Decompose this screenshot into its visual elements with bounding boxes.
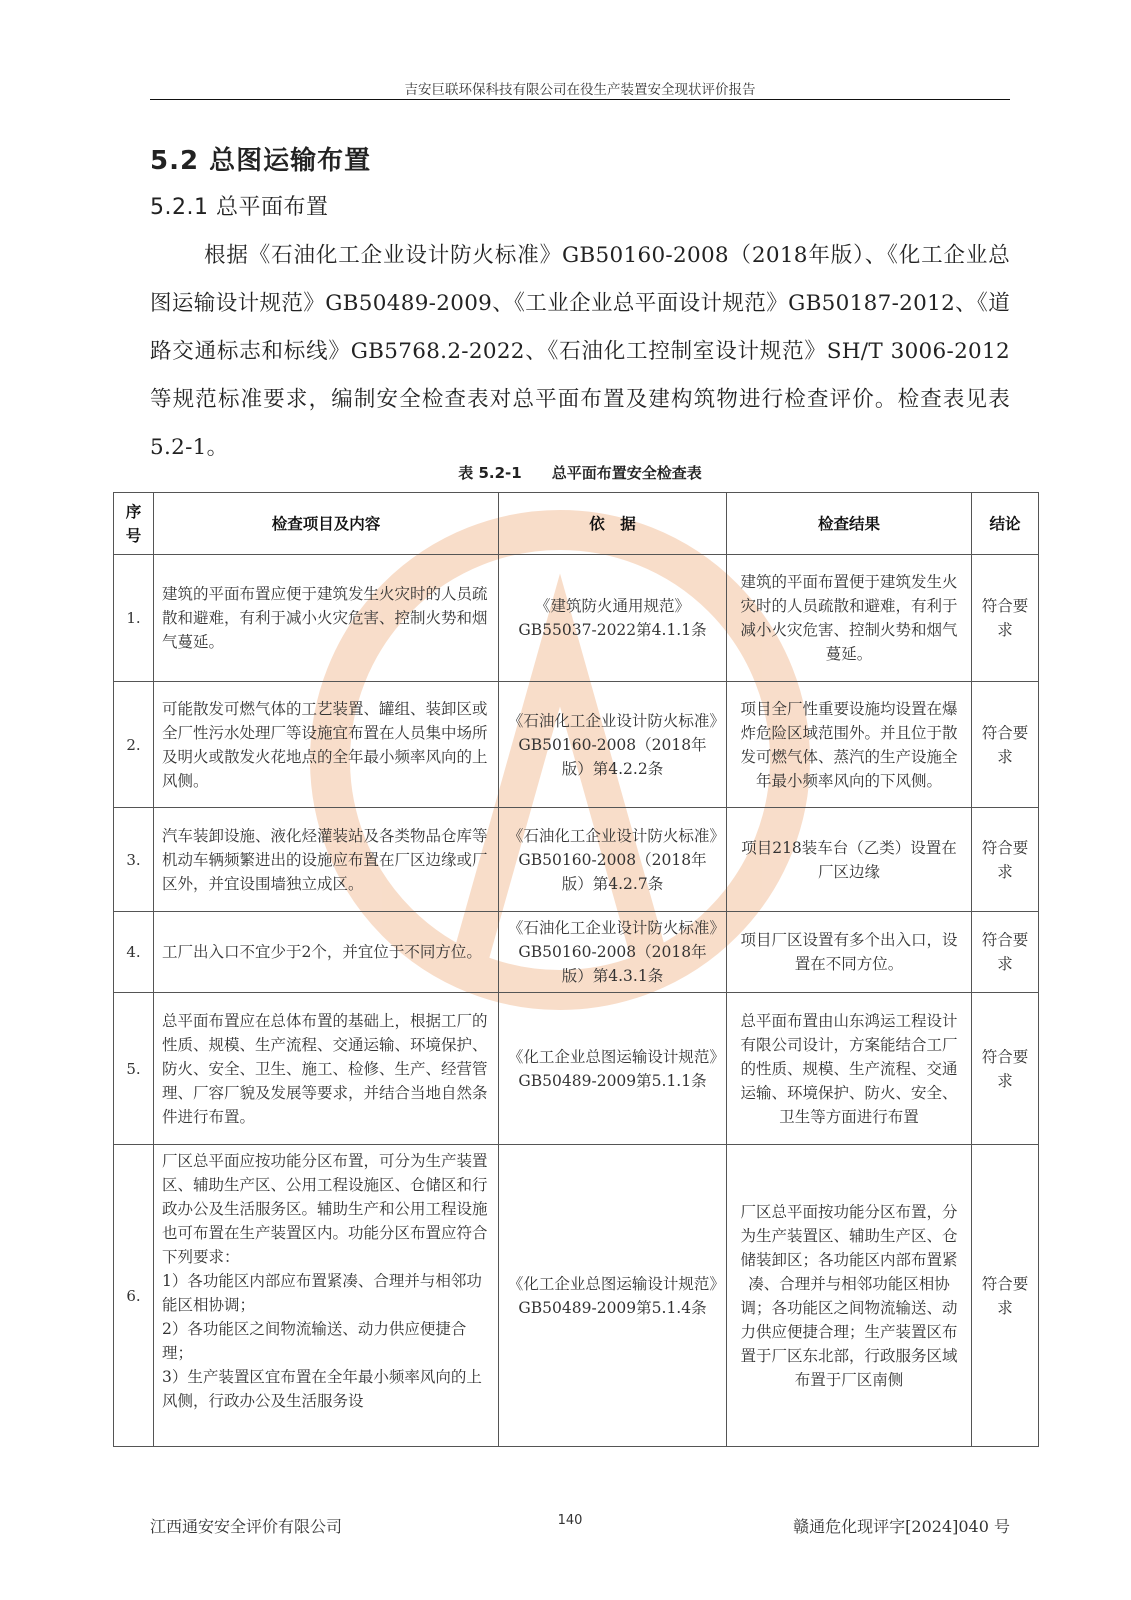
col-header-basis: 依 据: [499, 493, 727, 555]
table-row: [114, 1145, 1039, 1447]
row-index: 5.: [114, 993, 154, 1145]
subsection-heading: 5.2.1 总平面布置: [150, 195, 329, 220]
row-result: 项目厂区设置有多个出入口，设置在不同方位。: [727, 912, 972, 993]
page-number: 140: [557, 1513, 583, 1528]
running-header: 吉安巨联环保科技有限公司在役生产装置安全现状评价报告: [404, 82, 756, 98]
section-heading: 5.2 总图运输布置: [150, 146, 372, 176]
intro-paragraph: 根据《石油化工企业设计防火标准》GB50160-2008（2018年版）、《化工企业总图运输设计规范》GB50489-2009、《工业企业总平面设计规范》GB50187-2012、《道路交通标志和标线》GB5768.2-2022、《石油化工控制室设计规范》SH/T 3006-2012等规范标准要求，编制安全检查表对总平面布置及建构筑物进行检查评价。检查表见表5.2-1。: [150, 243, 1010, 460]
row-conclusion: 符合要求: [972, 912, 1039, 993]
row-conclusion: 符合要求: [972, 993, 1039, 1145]
row-index: 1.: [114, 555, 154, 682]
row-conclusion: 符合要求: [972, 808, 1039, 912]
row-result: 总平面布置由山东鸿运工程设计有限公司设计，方案能结合工厂的性质、规模、生产流程、交通运输、环境保护、防火、安全、卫生等方面进行布置: [727, 993, 972, 1145]
table-row: [114, 808, 1039, 912]
row-conclusion: 符合要求: [972, 682, 1039, 808]
table-row: [114, 555, 1039, 682]
row-content: 建筑的平面布置应便于建筑发生火灾时的人员疏散和避难，有利于减小火灾危害、控制火势和烟气蔓延。: [154, 555, 499, 682]
row-index: 2.: [114, 682, 154, 808]
col-header-result: 检查结果: [727, 493, 972, 555]
row-content: 工厂出入口不宜少于2个，并宜位于不同方位。: [154, 912, 499, 993]
row-content-intro: 厂区总平面应按功能分区布置，可分为生产装置区、辅助生产区、公用工程设施区、仓储区和行政办公及生活服务区。辅助生产和公用工程设施也可布置在生产装置区内。功能分区布置应符合下列要求：: [162, 1152, 488, 1266]
col-header-index: 序号: [114, 493, 154, 555]
table-row: [114, 682, 1039, 808]
row-basis: 《石油化工企业设计防火标准》GB50160-2008（2018年版）第4.2.2条: [499, 682, 727, 808]
row-content-item: 2）各功能区之间物流输送、动力供应便捷合理；: [162, 1320, 467, 1362]
header-divider: [150, 99, 1010, 100]
row-basis: 《化工企业总图运输设计规范》GB50489-2009第5.1.1条: [499, 993, 727, 1145]
row-content: 汽车装卸设施、液化烃灌装站及各类物品仓库等机动车辆频繁进出的设施应布置在厂区边缘或厂区外，并宜设围墙独立成区。: [154, 808, 499, 912]
col-header-content: 检查项目及内容: [154, 493, 499, 555]
row-result: 项目全厂性重要设施均设置在爆炸危险区域范围外。并且位于散发可燃气体、蒸汽的生产设施全年最小频率风向的下风侧。: [727, 682, 972, 808]
row-basis: 《化工企业总图运输设计规范》GB50489-2009第5.1.4条: [499, 1145, 727, 1447]
table-header-row: [114, 493, 1039, 555]
row-basis: 《石油化工企业设计防火标准》GB50160-2008（2018年版）第4.2.7条: [499, 808, 727, 912]
table-row: [114, 912, 1039, 993]
row-result: 建筑的平面布置便于建筑发生火灾时的人员疏散和避难，有利于减小火灾危害、控制火势和烟气蔓延。: [727, 555, 972, 682]
row-index: 3.: [114, 808, 154, 912]
row-result: 厂区总平面按功能分区布置，分为生产装置区、辅助生产区、仓储装卸区；各功能区内部布置紧凑、合理并与相邻功能区相协调；各功能区之间物流输送、动力供应便捷合理；生产装置区布置于厂区东北部，行政服务区域布置于厂区南侧: [727, 1145, 972, 1447]
row-content: 可能散发可燃气体的工艺装置、罐组、装卸区或全厂性污水处理厂等设施宜布置在人员集中场所及明火或散发火花地点的全年最小频率风向的上风侧。: [154, 682, 499, 808]
row-content: [154, 1145, 499, 1447]
row-conclusion: 符合要求: [972, 555, 1039, 682]
row-index: 4.: [114, 912, 154, 993]
row-basis: 《石油化工企业设计防火标准》GB50160-2008（2018年版）第4.3.1条: [499, 912, 727, 993]
row-conclusion: 符合要求: [972, 1145, 1039, 1447]
row-index: 6.: [114, 1145, 154, 1447]
table-caption: 表 5.2-1 总平面布置安全检查表: [458, 464, 702, 482]
footer-company: 江西通安安全评价有限公司: [150, 1517, 343, 1536]
row-content-item: 1）各功能区内部应布置紧凑、合理并与相邻功能区相协调；: [162, 1272, 482, 1314]
table-row: [114, 993, 1039, 1145]
safety-checklist-table: [113, 492, 1039, 1447]
row-result: 项目218装车台（乙类）设置在厂区边缘: [727, 808, 972, 912]
footer-report-number: 赣通危化现评字[2024]040 号: [793, 1517, 1010, 1536]
row-content-item: 3）生产装置区宜布置在全年最小频率风向的上风侧，行政办公及生活服务设: [162, 1368, 482, 1410]
col-header-conclusion: 结论: [972, 493, 1039, 555]
row-content: 总平面布置应在总体布置的基础上，根据工厂的性质、规模、生产流程、交通运输、环境保护、防火、安全、卫生、施工、检修、生产、经营管理、厂容厂貌及发展等要求，并结合当地自然条件进行布置。: [154, 993, 499, 1145]
row-basis: 《建筑防火通用规范》GB55037-2022第4.1.1条: [499, 555, 727, 682]
